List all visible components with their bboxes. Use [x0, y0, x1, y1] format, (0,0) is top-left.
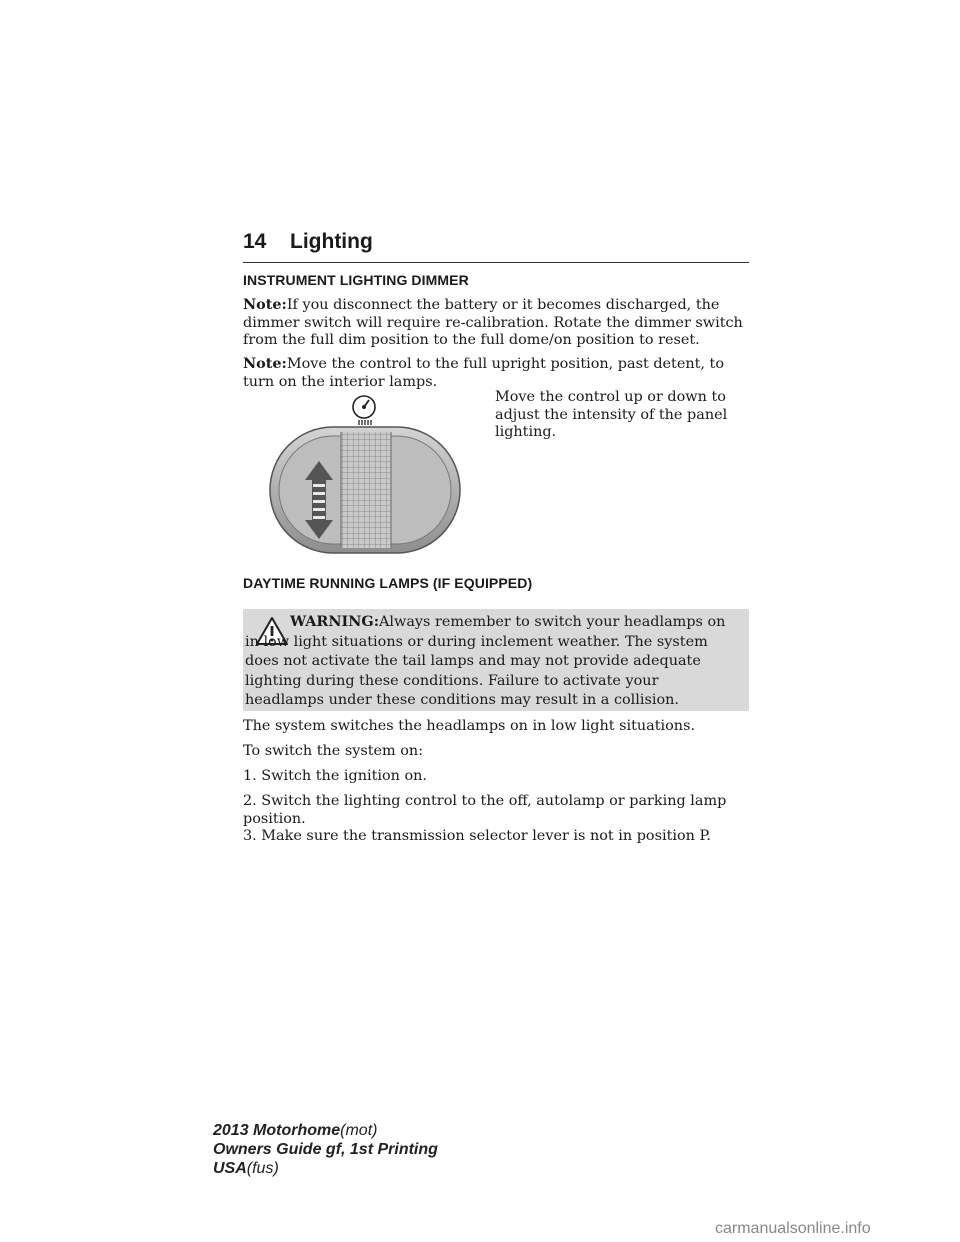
footer-market: USA [213, 1160, 247, 1177]
paragraph: The system switches the headlamps on in low light situations. [243, 718, 696, 734]
note-interior-lamps [243, 355, 749, 391]
page-number: 14 [243, 230, 267, 253]
footer-model: 2013 Motorhome [213, 1122, 341, 1139]
note-text: If you disconnect the battery or it becomes discharged, the dimmer switch will require re-calibration. Rotate the dimmer switch from the full dim position to the full dome/on position to reset. [243, 297, 743, 348]
warning-label: WARNING: [290, 613, 380, 630]
step-2: 2. Switch the lighting control to the off, autolamp or parking lamp position. [243, 793, 727, 827]
footer-model-code: (mot) [340, 1122, 378, 1139]
dimmer-switch-illustration [265, 390, 465, 555]
note-text: Move the control to the full upright position, past detent, to turn on the interior lamps. [243, 356, 725, 390]
section-heading-drl: DAYTIME RUNNING LAMPS (IF EQUIPPED) [243, 575, 533, 591]
paragraph: To switch the system on: [243, 743, 424, 759]
dimmer-instruction: Move the control up or down to adjust the intensity of the panel lighting. [495, 389, 728, 440]
panel-lighting-icon [353, 396, 375, 425]
note-recalibration [243, 296, 749, 350]
footer-printing: Owners Guide gf, 1st Printing [213, 1141, 438, 1158]
warning-text [245, 612, 741, 711]
footer-market-code: (fus) [246, 1160, 279, 1177]
page-header [243, 230, 749, 263]
note-label: Note: [243, 355, 287, 372]
watermark: carmanualsonline.info [715, 1220, 871, 1237]
page-title: Lighting [290, 230, 373, 253]
step-1: 1. Switch the ignition on. [243, 768, 427, 784]
note-label: Note: [243, 296, 287, 313]
warning-box [243, 609, 749, 711]
step-3: 3. Make sure the transmission selector lever is not in position P. [243, 828, 711, 844]
section-heading-dimmer: INSTRUMENT LIGHTING DIMMER [243, 272, 469, 288]
print-footer [213, 1121, 438, 1178]
warning-body: Always remember to switch your headlamps on in low light situations or during inclement weather. The system does not activate the tail lamps and may not provide adequate lighting during these conditions. Failure to activate your headlamps under these conditions may result in a collision. [245, 614, 726, 708]
